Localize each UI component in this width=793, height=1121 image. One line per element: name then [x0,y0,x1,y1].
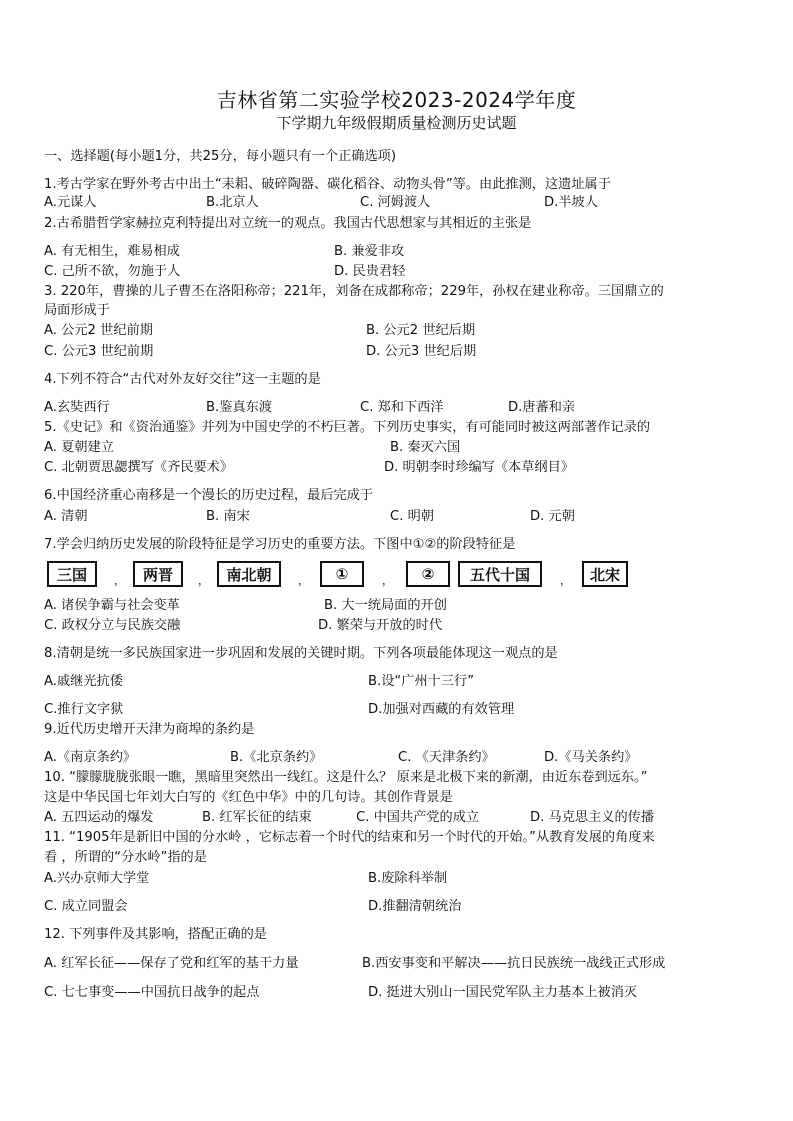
q1-option-c: C. 河姆渡人 [360,195,431,210]
q3-option-a: A. 公元2 世纪前期 [44,323,153,338]
q11-option-c: C. 成立同盟会 [44,899,128,914]
q4-option-c: C. 郑和下西洋 [360,400,444,415]
question-3-stem-line2: 局面形成于 [44,303,110,318]
q10-option-c: C. 中国共产党的成立 [356,810,480,825]
q6-option-a: A. 清朝 [44,509,88,524]
q4-option-d: D.唐蕃和亲 [508,400,576,415]
q5-option-a: A. 夏朝建立 [44,440,114,455]
exam-subtitle: 下学期九年级假期质量检测历史试题 [276,114,517,132]
question-11-stem-line1: 11. “1905年是新旧中国的分水岭 ，它标志着一个时代的结束和另一个时代的开始。”从教育发展的角度来 [44,830,655,845]
q1-option-b: B.北京人 [206,195,259,210]
question-11-stem-line2: 看 ，所谓的“分水岭”指的是 [44,850,207,865]
q6-option-c: C. 明朝 [390,509,434,524]
timeline-box-blank-1: ① [320,561,364,587]
q11-option-a: A.兴办京师大学堂 [44,871,150,886]
question-5-stem: 5.《史记》和《资治通鉴》并列为中国史学的不朽巨著。下列历史事实，有可能同时被这两部著作记录的 [44,420,651,435]
q10-option-b: B. 红军长征的结束 [202,810,312,825]
question-1-stem: 1.考古学家在野外考古中出土“耒耜、破碎陶器、碳化稻谷、动物头骨”等。由此推测，这遗址属于 [44,177,611,192]
q7-option-c: C. 政权分立与民族交融 [44,618,181,633]
q9-option-d: D.《马关条约》 [544,750,638,765]
timeline-separator: ， [114,574,125,587]
question-2-stem: 2.古希腊哲学家赫拉克利特提出对立统一的观点。我国古代思想家与其相近的主张是 [44,216,532,231]
timeline-separator: ， [382,574,393,587]
q5-option-c: C. 北朝贾思勰撰写《齐民要术》 [44,460,234,475]
q8-option-a: A.戚继光抗倭 [44,674,123,689]
q6-option-b: B. 南宋 [206,509,250,524]
q10-option-a: A. 五四运动的爆发 [44,810,154,825]
q9-option-b: B.《北京条约》 [230,750,323,765]
q5-option-d: D. 明朝李时珍编写《本草纲目》 [384,460,574,475]
q7-option-b: B. 大一统局面的开创 [324,598,447,613]
q12-option-b: B.西安事变和平解决——抗日民族统一战线正式形成 [362,956,666,971]
timeline-box-beisong: 北宋 [582,561,628,587]
q12-option-c: C. 七七事变——中国抗日战争的起点 [44,985,260,1000]
question-9-stem: 9.近代历史增开天津为商埠的条约是 [44,722,255,737]
question-6-stem: 6.中国经济重心南移是一个漫长的历史过程，最后完成于 [44,488,374,503]
q4-option-b: B.鉴真东渡 [206,400,272,415]
section-header: 一、选择题(每小题1分，共25分，每小题只有一个正确选项) [44,149,396,164]
q8-option-c: C.推行文字狱 [44,702,124,717]
question-10-stem-line1: 10. “朦朦胧胧张眼一瞧，黑暗里突然出一线红。这是什么？ 原来是北极下来的新潮，由近东卷到远东。” [44,770,648,785]
q12-option-a: A. 红军长征——保存了党和红军的基干力量 [44,956,299,971]
q7-option-a: A. 诸侯争霸与社会变革 [44,598,180,613]
timeline-box-sanguo: 三国 [47,561,97,587]
q10-option-d: D. 马克思主义的传播 [530,810,655,825]
q2-option-a: A. 有无相生，难易相成 [44,244,180,259]
q4-option-a: A.玄奘西行 [44,400,110,415]
q8-option-d: D.加强对西藏的有效管理 [368,702,515,717]
q8-option-b: B.设“广州十三行” [368,674,475,689]
timeline-box-blank-2: ② [406,561,450,587]
q2-option-d: D. 民贵君轻 [334,264,406,279]
q6-option-d: D. 元朝 [530,509,575,524]
q1-option-a: A.元谋人 [44,195,97,210]
question-12-stem: 12. 下列事件及其影响，搭配正确的是 [44,927,267,942]
question-8-stem: 8.清朝是统一多民族国家进一步巩固和发展的关键时期。下列各项最能体现这一观点的是 [44,646,558,661]
q2-option-b: B. 兼爱非攻 [334,244,405,259]
q9-option-a: A.《南京条约》 [44,750,137,765]
timeline-separator: ， [298,574,309,587]
q9-option-c: C. 《天津条约》 [398,750,495,765]
question-7-stem: 7.学会归纳历史发展的阶段特征是学习历史的重要方法。下图中①②的阶段特征是 [44,537,516,552]
q1-option-d: D.半坡人 [544,195,598,210]
exam-title: 吉林省第二实验学校2023-2024学年度 [216,88,577,112]
timeline-box-nanbeichao: 南北朝 [217,561,281,587]
question-4-stem: 4.下列不符合“古代对外友好交往”这一主题的是 [44,372,321,387]
q3-option-c: C. 公元3 世纪前期 [44,344,154,359]
q3-option-d: D. 公元3 世纪后期 [366,344,477,359]
q11-option-b: B.废除科举制 [368,871,448,886]
question-10-stem-line2: 这是中华民国七年刘大白写的《红色中华》中的几句诗。其创作背景是 [44,790,453,805]
q11-option-d: D.推翻清朝统治 [368,899,462,914]
q5-option-b: B. 秦灭六国 [390,440,461,455]
q7-option-d: D. 繁荣与开放的时代 [318,618,443,633]
timeline-box-wudaishiguo: 五代十国 [458,561,542,587]
q2-option-c: C. 己所不欲，勿施于人 [44,264,181,279]
timeline-box-liangjin: 两晋 [133,561,183,587]
timeline-separator: ， [560,574,571,587]
q12-option-d: D. 挺进大别山一国民党军队主力基本上被消灭 [368,985,638,1000]
timeline-separator: ， [198,574,209,587]
q3-option-b: B. 公元2 世纪后期 [366,323,476,338]
question-3-stem-line1: 3. 220年，曹操的儿子曹丕在洛阳称帝；221年，刘备在成都称帝；229年，孙权在建业称帝。三国鼎立的 [44,284,664,299]
